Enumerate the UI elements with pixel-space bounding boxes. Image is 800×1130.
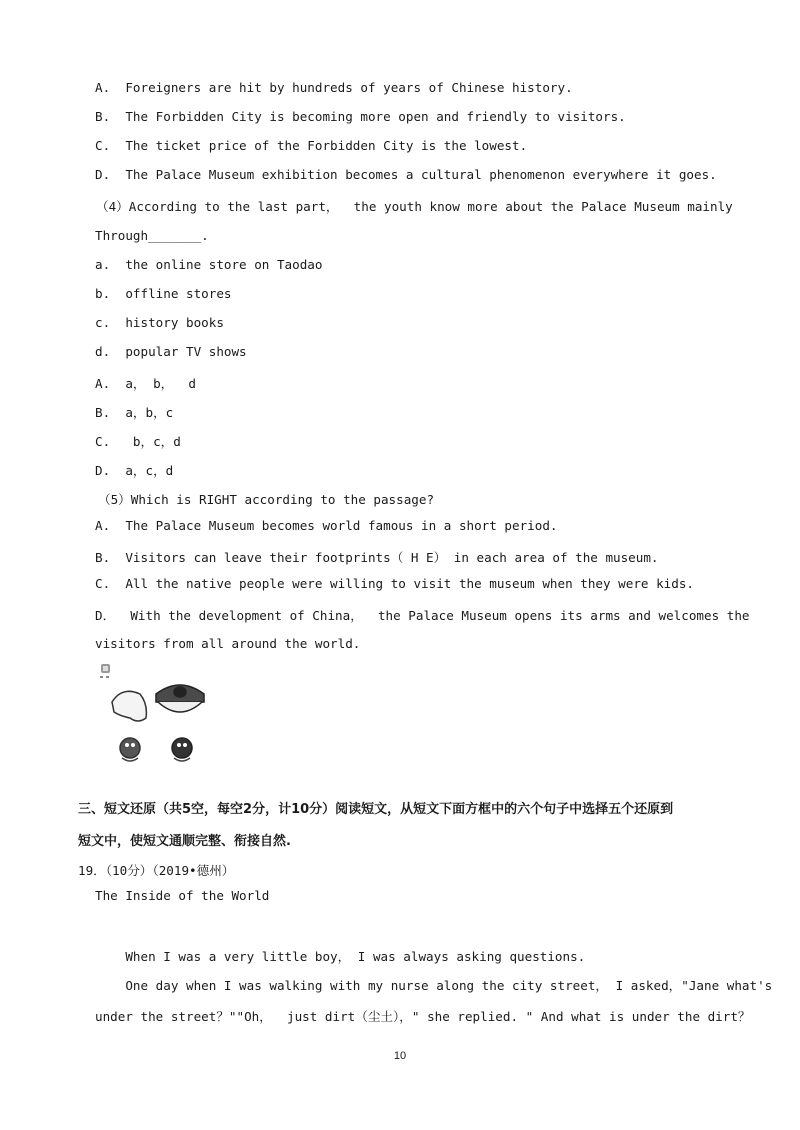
q4-option-c: C. b，c，d: [95, 434, 181, 449]
palace-museum-illustration: [100, 662, 220, 772]
small-emblem-icon: [100, 664, 110, 678]
question-19-header: 19．（10分）（2019•德州）: [78, 863, 235, 878]
q4-option-b: B. a，b，c: [95, 405, 174, 420]
q4-stem-line1: （4）According to the last part， the youth know more about the Palace Museum mainly: [96, 199, 733, 214]
q4-stem-line2: Through_______.: [95, 228, 209, 243]
q4-item-a: a. the online store on Taodao: [95, 257, 323, 272]
q4-option-d: D. a，c，d: [95, 463, 174, 478]
passage-title: The Inside of the World: [95, 888, 270, 903]
q5-option-c: C. All the native people were willing to visit the museum when they were kids.: [95, 576, 694, 591]
q5-option-d: D． With the development of China， the Palace Museum opens its arms and welcomes the: [95, 608, 750, 623]
q3-option-a: A. Foreigners are hit by hundreds of years of Chinese history.: [95, 80, 573, 95]
q4-option-a: A. a， b， d: [95, 376, 197, 391]
q3-option-d: D. The Palace Museum exhibition becomes a cultural phenomenon everywhere it goes.: [95, 167, 717, 182]
cartoon-figure-left: [112, 691, 146, 761]
q4-item-d: d. popular TV shows: [95, 344, 247, 359]
passage-paragraph-2-line2: under the street？""Oh， just dirt（尘土），" she replied. " And what is under the dirt？: [95, 1009, 751, 1024]
q3-option-b: B. The Forbidden City is becoming more open and friendly to visitors.: [95, 109, 626, 124]
page-number: 10: [393, 1050, 407, 1062]
q5-option-d-cont: visitors from all around the world.: [95, 636, 361, 651]
section-3-heading-line2: 短文中，使短文通顺完整、衔接自然.: [78, 834, 291, 849]
q5-option-a: A. The Palace Museum becomes world famous in a short period.: [95, 518, 558, 533]
cartoon-figure-right: [156, 685, 204, 761]
section-3-heading-line1: 三、短文还原（共5空，每空2分，计10分）阅读短文，从短文下面方框中的六个句子中选择五个还原到: [78, 802, 674, 817]
passage-paragraph-1: When I was a very little boy， I was always asking questions.: [95, 949, 586, 964]
q4-item-b: b. offline stores: [95, 286, 232, 301]
q5-option-b: B. Visitors can leave their footprints（ H E） in each area of the museum.: [95, 550, 659, 565]
q5-stem: （5）Which is RIGHT according to the passage?: [98, 492, 435, 507]
passage-paragraph-2-line1: One day when I was walking with my nurse along the city street， I asked，"Jane what's: [95, 978, 773, 993]
q4-item-c: c. history books: [95, 315, 224, 330]
q3-option-c: C. The ticket price of the Forbidden City is the lowest.: [95, 138, 528, 153]
